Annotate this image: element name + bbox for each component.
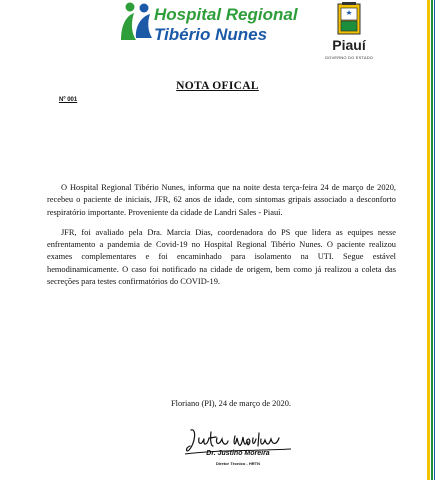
- state-name: Piauí: [332, 37, 366, 53]
- hospital-name-line2: Tibério Nunes: [154, 25, 268, 44]
- state-subtitle: GOVERNO DO ESTADO: [324, 55, 374, 60]
- hospital-logo: [118, 0, 310, 46]
- decorative-side-bars: [407, 0, 435, 480]
- document-number: Nº 001: [59, 97, 78, 103]
- hospital-emblem-icon: [121, 3, 152, 41]
- state-crest-icon: [318, 2, 380, 38]
- paragraph: O Hospital Regional Tibério Nunes, informa que na noite desta terça-feira 24 de março de 2020, recebeu o paciente de iniciais, JFR, 62 anos de idade, com sintomas gripais associado a desconforto respiratório importante. Proveniente da cidade de Landri Sales - Piauí.: [47, 183, 396, 217]
- state-logo: [318, 2, 380, 64]
- document-body: [47, 182, 396, 296]
- signatory-role: Diretor Técnico - HRTN: [215, 461, 260, 466]
- date-line: Floriano (PI), 24 de março de 2020.: [171, 399, 292, 408]
- hospital-name-line1: Hospital Regional: [154, 5, 298, 24]
- paragraph: JFR, foi avaliado pela Dra. Marcia Dias, coordenadora do PS que lidera as equipes nesse enfrentamento a pandemia de Covid-19 no Hospital Regional Tibério Nunes. O paciente realizou exames complementares e foi encaminhado para isolamento na UTI. Segue estável hemodinamicamente. O caso foi notificado na cidade de origem, bem como já realizou a coleta das secreções para testes confirmatórios do COVID-19.: [47, 227, 396, 287]
- signatory-name: Dr. Justino Moreira: [206, 450, 270, 457]
- document-title: NOTA OFICAL: [176, 80, 259, 92]
